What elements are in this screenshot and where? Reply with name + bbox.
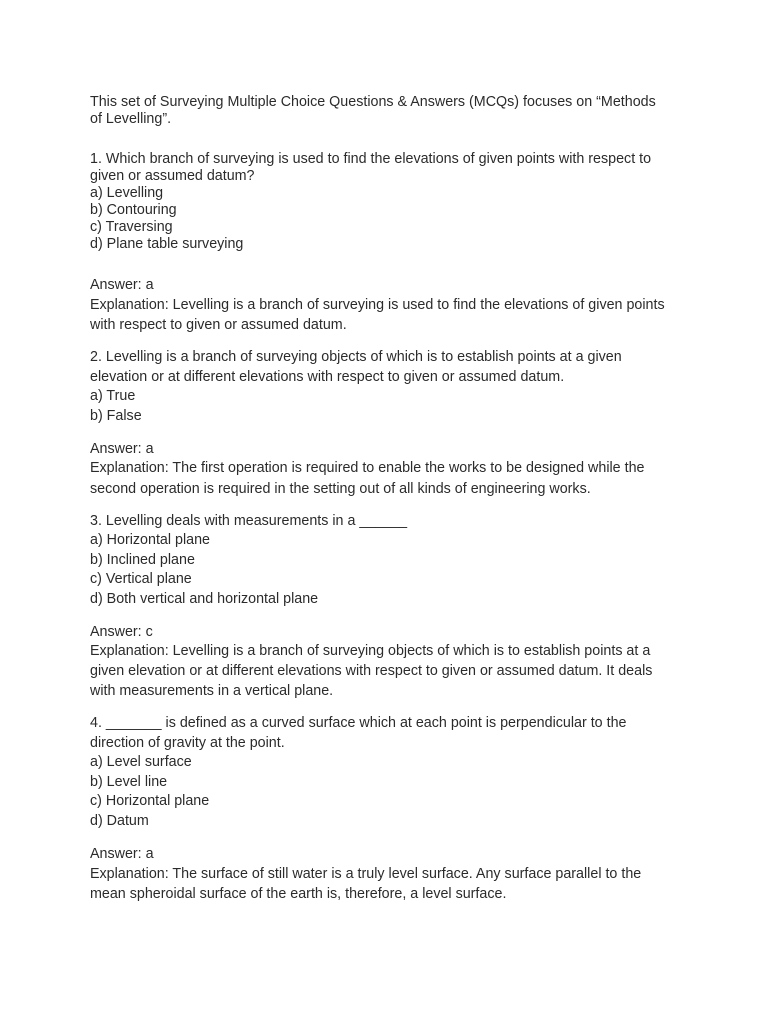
answer-option: b) Contouring [90,202,177,218]
intro-text: of Levelling”. [90,111,172,127]
explanation-text: second operation is required in the setting out of all kinds of engineering works. [90,481,591,497]
explanation-text: Explanation: Levelling is a branch of surveying objects of which is to establish points at a [90,643,651,659]
explanation-text: with respect to given or assumed datum. [90,317,347,333]
answer-option: b) Inclined plane [90,552,195,568]
explanation-text: with measurements in a vertical plane. [90,683,334,699]
answer-option: b) False [90,408,142,424]
question-text: 3. Levelling deals with measurements in a ______ [90,513,408,529]
answer-option: a) True [90,388,136,404]
question-text: given or assumed datum? [90,168,255,184]
explanation-text: Explanation: The surface of still water is a truly level surface. Any surface parallel to the [90,866,642,882]
question-text: 4. _______ is defined as a curved surface which at each point is perpendicular to the [90,715,627,731]
answer-option: c) Traversing [90,219,173,235]
answer-option: d) Plane table surveying [90,236,244,252]
answer-option: a) Levelling [90,185,164,201]
answer-label: Answer: a [90,846,154,862]
answer-option: b) Level line [90,774,168,790]
question-text: elevation or at different elevations with respect to given or assumed datum. [90,369,565,385]
question-text: direction of gravity at the point. [90,735,285,751]
explanation-text: given elevation or at different elevations with respect to given or assumed datum. It deals [90,663,653,679]
intro-text: This set of Surveying Multiple Choice Questions & Answers (MCQs) focuses on “Methods [90,94,656,110]
explanation-text: Explanation: Levelling is a branch of surveying is used to find the elevations of given points [90,297,665,313]
question-text: 2. Levelling is a branch of surveying objects of which is to establish points at a given [90,349,622,365]
answer-label: Answer: a [90,441,154,457]
answer-label: Answer: a [90,277,154,293]
explanation-text: Explanation: The first operation is required to enable the works to be designed while the [90,460,645,476]
explanation-text: mean spheroidal surface of the earth is, therefore, a level surface. [90,886,507,902]
answer-option: a) Horizontal plane [90,532,211,548]
answer-option: a) Level surface [90,754,192,770]
answer-option: d) Datum [90,813,149,829]
answer-option: d) Both vertical and horizontal plane [90,591,319,607]
answer-option: c) Vertical plane [90,571,192,587]
answer-option: c) Horizontal plane [90,793,210,809]
question-text: 1. Which branch of surveying is used to find the elevations of given points with respect to [90,151,652,167]
answer-label: Answer: c [90,624,153,640]
